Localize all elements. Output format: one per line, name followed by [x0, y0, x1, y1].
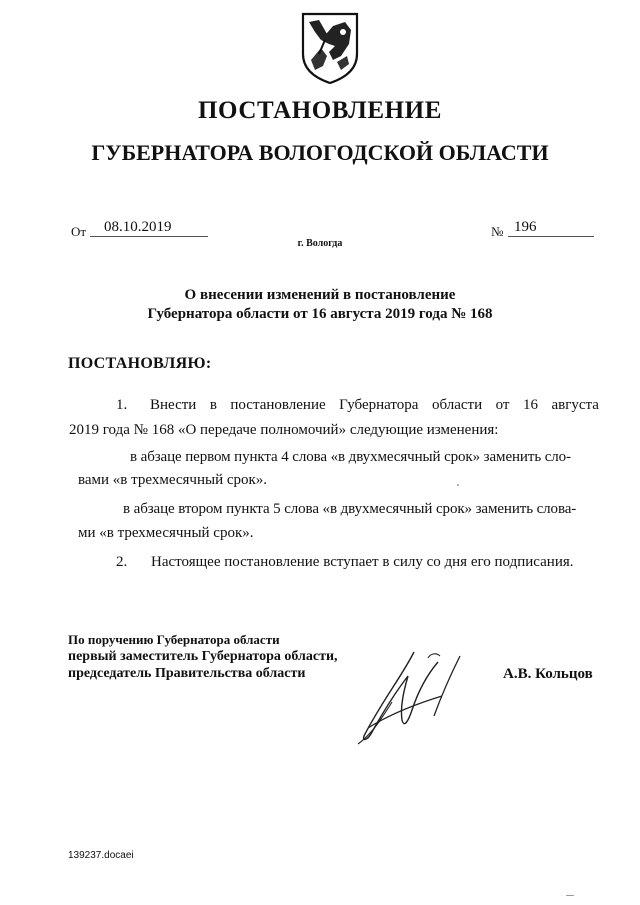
signature-line-2: первый заместитель Губернатора области, [68, 649, 338, 664]
item-2-text: Настоящее постановление вступает в силу со дня его подписания. [151, 554, 574, 570]
date-underline [90, 236, 208, 237]
document-number: 196 [514, 219, 537, 235]
document-subtitle: ГУБЕРНАТОРА ВОЛОГОДСКОЙ ОБЛАСТИ [91, 140, 549, 165]
subitem-1-line-2: вами «в трехмесячный срок». [78, 472, 268, 488]
date-prefix: От [71, 224, 87, 239]
item-2-number: 2. [116, 554, 128, 570]
scan-speck [566, 895, 574, 896]
coat-of-arms-emblem [299, 10, 361, 86]
document-title: ПОСТАНОВЛЕНИЕ [197, 97, 443, 124]
file-code: 139237.docaei [68, 850, 134, 861]
item-1-word: в [209, 397, 217, 413]
subitem-1-line-1: в абзаце первом пункта 4 слова «в двухмесячный срок» заменить сло- [130, 449, 571, 465]
item-1-line-1 [150, 397, 599, 414]
document-date: 08.10.2019 [104, 219, 172, 235]
item-1-word: 16 [522, 397, 538, 413]
signature-line-3: председатель Правительства области [68, 666, 306, 681]
subitem-2-line-2: ми «в трехмесячный срок». [78, 525, 254, 541]
number-prefix: № [491, 224, 504, 239]
subject-line-2: Губернатора области от 16 августа 2019 года № 168 [147, 306, 493, 322]
item-1-number: 1. [116, 397, 128, 413]
item-1-word: Губернатора [339, 397, 419, 413]
scan-speck [457, 484, 459, 486]
item-1-line-2: 2019 года № 168 «О передаче полномочий» следующие изменения: [69, 422, 499, 438]
number-underline [508, 236, 594, 237]
city-label: г. Вологда [297, 238, 343, 249]
signature-line-1: По поручению Губернатора области [68, 632, 280, 647]
item-1-word: Внести [150, 397, 197, 413]
subject-line-1: О внесении изменений в постановление [184, 287, 456, 303]
item-1-word: от [495, 397, 510, 413]
item-1-word: области [431, 397, 483, 413]
handwritten-signature [342, 636, 470, 748]
item-1-word: постановление [230, 397, 326, 413]
item-1-word: августа [551, 397, 599, 413]
decree-heading: ПОСТАНОВЛЯЮ: [68, 355, 212, 372]
signatory-name: А.В. Кольцов [503, 666, 593, 682]
subitem-2-line-1: в абзаце втором пункта 5 слова «в двухмесячный срок» заменить слова- [123, 501, 577, 517]
